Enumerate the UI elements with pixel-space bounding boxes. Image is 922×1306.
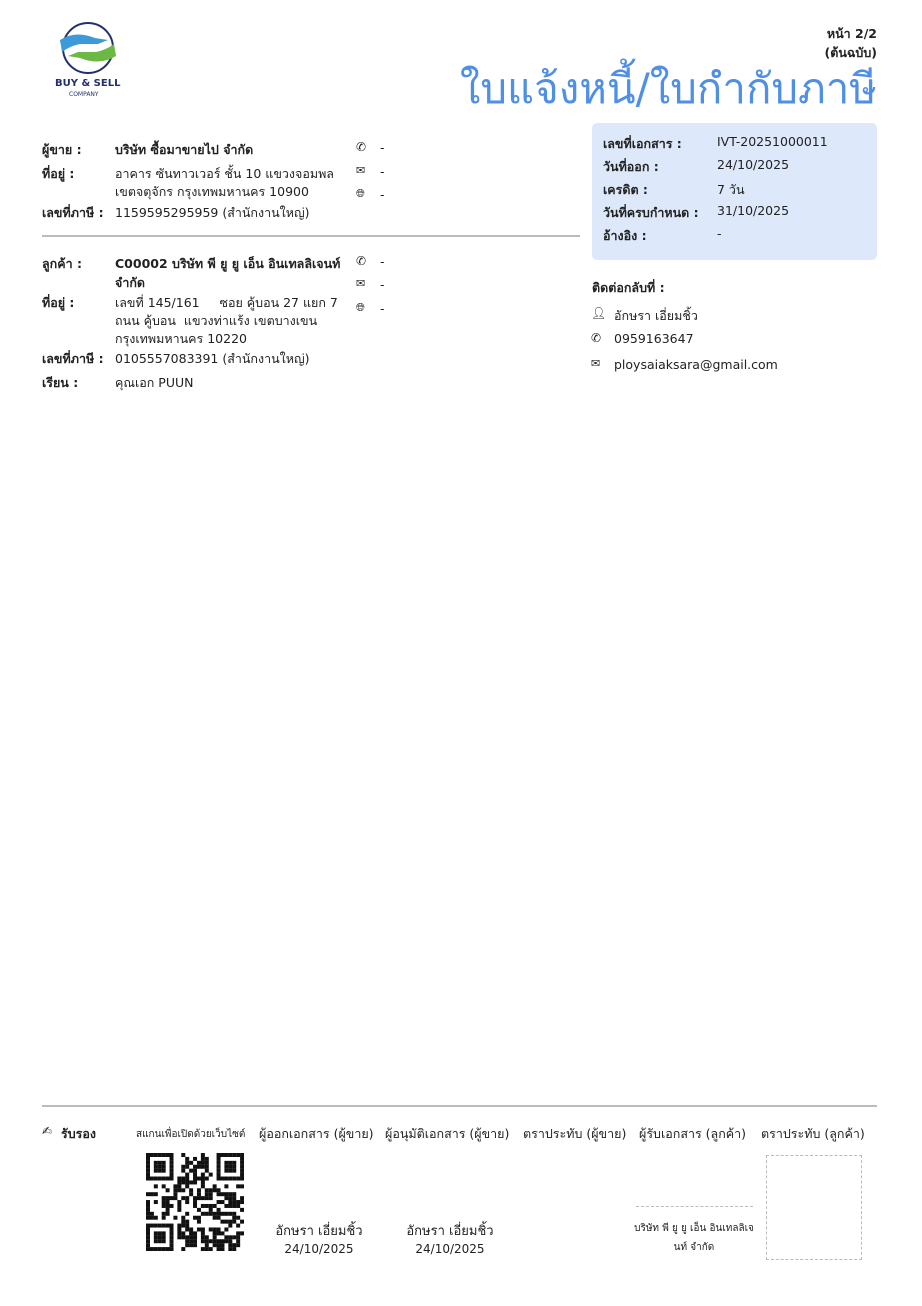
customer-label: ลูกค้า :: [42, 256, 82, 271]
customer-address-line1: เลขที่ 145/161 ซอย คู้บอน 27 แยก 7: [115, 295, 338, 310]
qr-code[interactable]: [146, 1153, 244, 1251]
email-icon: ✉: [356, 277, 366, 290]
attention-label: เรียน :: [42, 375, 79, 390]
issue-date-label: วันที่ออก :: [603, 159, 659, 174]
contact-heading: ติดต่อกลับที่ :: [592, 280, 665, 295]
scan-label: สแกนเพื่อเปิดด้วยเว็บไซต์: [136, 1129, 246, 1140]
customer-tax-id: 0105557083391 (สำนักงานใหญ่): [115, 351, 310, 366]
email-icon: ✉: [356, 164, 366, 177]
doc-number: IVT-20251000011: [717, 134, 828, 149]
credit-label: เครดิต :: [603, 182, 648, 197]
globe-icon: 🌐︎: [356, 301, 365, 314]
seller-email: -: [380, 164, 385, 179]
due-date-label: วันที่ครบกำหนด :: [603, 205, 699, 220]
phone-icon: ✆: [356, 254, 367, 268]
seller-tax-label: เลขที่ภาษี :: [42, 205, 104, 220]
doc-number-label: เลขที่เอกสาร :: [603, 136, 682, 151]
globe-icon: 🌐︎: [356, 187, 365, 200]
page-number: หน้า 2/2: [826, 26, 877, 41]
seller-address-label: ที่อยู่ :: [42, 166, 75, 181]
customer-address-line3: กรุงเทพมหานคร 10220: [115, 331, 247, 346]
seller-address-line2: เขตจตุจักร กรุงเทพมหานคร 10900: [115, 184, 309, 199]
customer-tax-label: เลขที่ภาษี :: [42, 351, 104, 366]
divider: [42, 235, 580, 237]
user-icon: 👤︎: [591, 306, 607, 320]
due-date: 31/10/2025: [717, 203, 790, 218]
signature-icon: ✍︎: [42, 1124, 53, 1138]
issuer-name: อักษรา เอี่ยมชิ้ว: [275, 1224, 363, 1239]
seller-website: -: [380, 187, 385, 202]
receiver-company: บริษัท พี ยู ยู เอ็น อินเทลลิเจนท์ จำกัด: [634, 1223, 754, 1253]
approver-date: 24/10/2025: [415, 1242, 485, 1256]
footer-divider: [42, 1105, 877, 1107]
contact-name: อักษรา เอี่ยมชิ้ว: [614, 308, 698, 323]
receiver-heading: ผู้รับเอกสาร (ลูกค้า): [639, 1126, 747, 1141]
seller-label: ผู้ขาย :: [42, 142, 82, 157]
seller-phone: -: [380, 140, 385, 155]
phone-icon: ✆: [356, 140, 367, 154]
approver-heading: ผู้อนุมัติเอกสาร (ผู้ขาย): [385, 1126, 510, 1141]
customer-email: -: [380, 277, 385, 292]
receiver-signature-line: [636, 1206, 753, 1207]
copy-label: (ต้นฉบับ): [824, 45, 877, 60]
issuer-heading: ผู้ออกเอกสาร (ผู้ขาย): [259, 1126, 374, 1141]
document-title: ใบแจ้งหนี้/ใบกำกับภาษี: [459, 64, 877, 113]
contact-phone: 0959163647: [614, 331, 694, 346]
reference: -: [717, 226, 722, 241]
approver-name: อักษรา เอี่ยมชิ้ว: [406, 1224, 494, 1239]
customer-name-line1: C00002 บริษัท พี ยู ยู เอ็น อินเทลลิเจนท์: [115, 256, 341, 271]
customer-phone: -: [380, 254, 385, 269]
email-icon: ✉: [591, 357, 601, 370]
seller-stamp-heading: ตราประทับ (ผู้ขาย): [523, 1126, 627, 1141]
seller-tax-id: 1159595295959 (สำนักงานใหญ่): [115, 205, 310, 220]
reference-label: อ้างอิง :: [603, 228, 647, 243]
document-info-box: [592, 123, 877, 260]
credit-term: 7 วัน: [717, 182, 745, 197]
customer-address-label: ที่อยู่ :: [42, 295, 75, 310]
attention-name: คุณเอก PUUN: [115, 375, 194, 390]
issue-date: 24/10/2025: [717, 157, 790, 172]
contact-email: ploysaiaksara@gmail.com: [614, 357, 778, 372]
customer-website: -: [380, 301, 385, 316]
seller-name: บริษัท ซื้อมาขายไป จำกัด: [115, 142, 254, 157]
issuer-date: 24/10/2025: [284, 1242, 354, 1256]
logo-text: BUY & SELL: [55, 78, 121, 89]
customer-name-line2: จำกัด: [115, 275, 146, 290]
logo-subtext: COMPANY: [69, 91, 99, 98]
customer-stamp-box: [766, 1155, 862, 1260]
customer-address-line2: ถนน คู้บอน แขวงท่าแร้ง เขตบางเขน: [115, 313, 318, 328]
certify-label: รับรอง: [61, 1126, 96, 1141]
seller-address-line1: อาคาร ซันทาวเวอร์ ชั้น 10 แขวงจอมพล: [115, 166, 334, 181]
phone-icon: ✆: [591, 331, 602, 345]
company-logo: [50, 22, 130, 102]
customer-stamp-heading: ตราประทับ (ลูกค้า): [761, 1126, 865, 1141]
